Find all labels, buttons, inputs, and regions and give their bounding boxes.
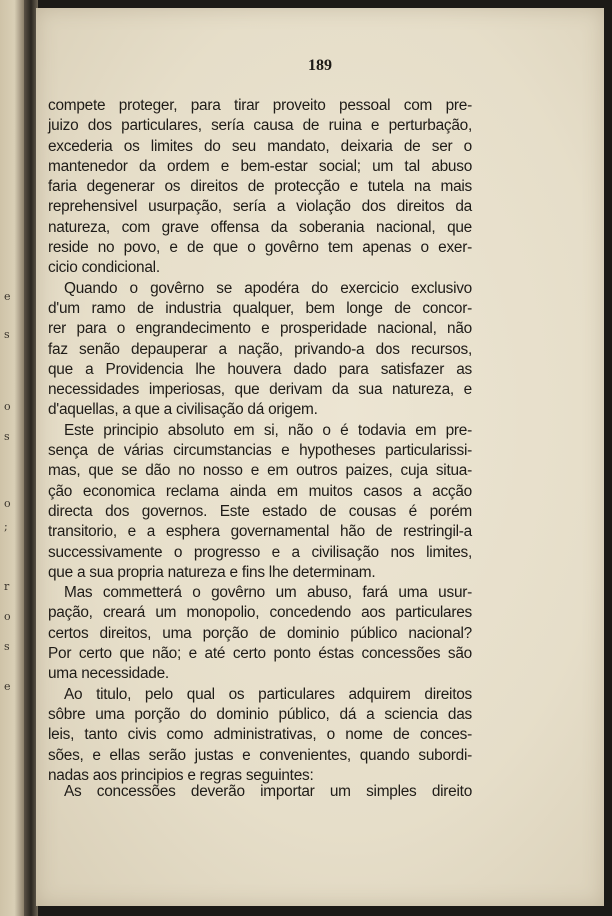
text-line: que a Providencia lhe houvera dado para satisfazer as (48, 360, 472, 378)
text-line: Ao titulo, pelo qual os particulares adquirem direitos (64, 685, 472, 703)
page-number: 189 (308, 57, 332, 74)
text-line: d'um ramo de industria qualquer, bem longe de concor- (48, 299, 472, 317)
facing-page-glyph: ; (4, 520, 8, 533)
text-line: faria degenerar os direitos de protecção e tutela na mais (48, 178, 472, 196)
text-line: sôbre uma porção do dominio público, dá a sciencia das (48, 705, 472, 723)
facing-page-glyph: r (4, 580, 10, 593)
text-line: Por certo que não; e até certo ponto éstas concessões são (48, 645, 472, 663)
text-line: directa dos governos. Este estado de cousas é porém (48, 502, 472, 520)
text-line: Quando o govêrno se apodéra do exercicio exclusivo (64, 279, 472, 297)
text-line: nadas aos principios e regras seguintes: (48, 766, 314, 784)
text-line: Este principio absoluto em si, não o é todavia em pre- (64, 421, 472, 439)
text-line: mantenedor da ordem e bem-estar social; um tal abuso (48, 157, 472, 175)
text-line: sença de várias circumstancias e hypotheses particularissi- (48, 442, 472, 460)
text-line: natureza, com grave offensa da soberania nacional, que (48, 218, 472, 236)
text-line: mas, que se dão no nosso e em outros paizes, cuja situa- (48, 462, 472, 480)
closing-line: As concessões deverão importar um simples direito (64, 783, 472, 800)
text-line: rer para o engrandecimento e prosperidade nacional, não (48, 320, 472, 338)
text-line: pação, creará um monopolio, concedendo aos particulares (48, 604, 472, 622)
facing-page-glyph: o (4, 400, 11, 413)
text-line: sões, e ellas serão justas e convenientes, quando subordi- (48, 746, 472, 764)
text-line: faz senão depauperar a nação, privando-a dos recursos, (48, 340, 472, 358)
text-line: reside no povo, e de que o govêrno tem apenas o exer- (48, 239, 472, 257)
text-line: necessidades imperiosas, que derivam da sua natureza, e (48, 381, 472, 399)
text-line: cicio condicional. (48, 259, 160, 277)
facing-page-edge (0, 0, 24, 916)
text-line: compete proteger, para tirar proveito pessoal com pre- (48, 97, 472, 114)
facing-page-glyph: e (4, 290, 11, 303)
facing-page-glyph: o (4, 610, 11, 623)
body-text (48, 96, 472, 786)
facing-page-glyph: e (4, 680, 11, 693)
text-line: excederia os limites do seu mandato, deixaria de ser o (48, 137, 472, 155)
facing-page-glyph: s (4, 430, 10, 443)
text-line: reprehensivel usurpação, sería a violação dos direitos da (48, 198, 472, 216)
text-line: ção economica reclama ainda em muitos casos a acção (48, 482, 472, 500)
text-line: juizo dos particulares, sería causa de ruina e perturbação, (48, 117, 472, 135)
text-line: transitorio, e a esphera governamental hão de restringil-a (48, 523, 472, 541)
text-line: d'aquellas, a que a civilisação dá origem. (48, 401, 318, 419)
text-line: Mas commetterá o govêrno um abuso, fará uma usur- (64, 584, 472, 602)
text-line: certos direitos, uma porção de dominio público nacional? (48, 624, 472, 642)
text-line: que a sua propria natureza e fins lhe determinam. (48, 563, 376, 581)
text-line: uma necessidade. (48, 665, 169, 683)
facing-page-glyph: s (4, 640, 10, 653)
text-line: successivamente o progresso e a civilisação nos limites, (48, 543, 472, 561)
facing-page-glyph: s (4, 328, 10, 341)
text-line: leis, tanto civis como administrativas, o nome de conces- (48, 726, 472, 744)
facing-page-glyph: o (4, 497, 11, 510)
book-page (36, 8, 604, 906)
